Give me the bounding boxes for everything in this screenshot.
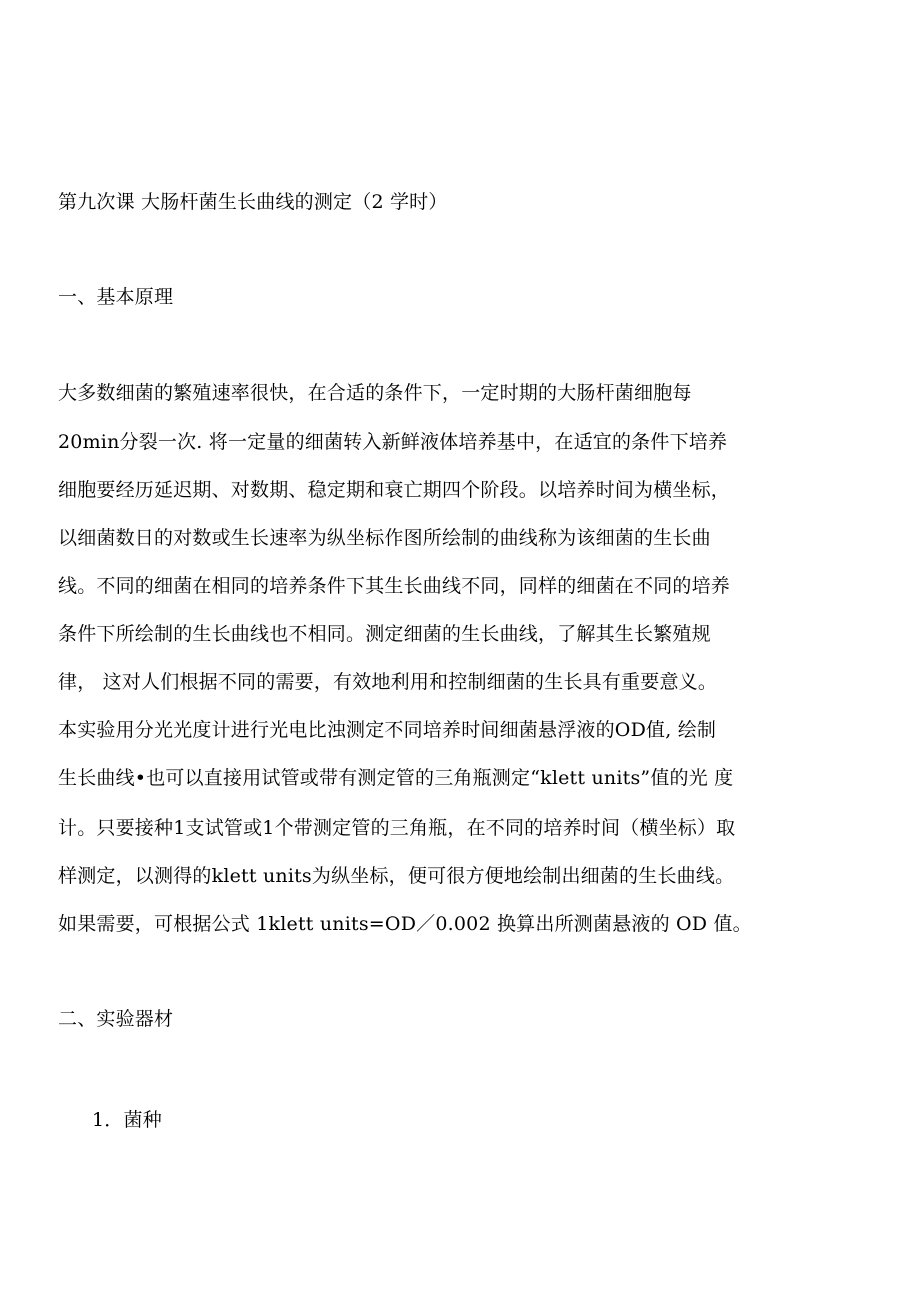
section-heading-materials: 二、实验器材 (58, 1008, 174, 1030)
section-heading-principles: 一、基本原理 (58, 286, 174, 308)
paragraph-line: 大多数细菌的繁殖速率很快，在合适的条件下，一定时期的大肠杆菌细胞每 (58, 382, 692, 404)
paragraph-line: 线。不同的细菌在相同的培养条件下其生长曲线不同，同样的细菌在不同的培养 (58, 575, 731, 597)
paragraph-line: 计。只要接种1支试管或1个带测定管的三角瓶，在不同的培养时间（横坐标）取 (58, 817, 736, 839)
document-title: 第九次课 大肠杆菌生长曲线的测定（2 学时） (58, 191, 448, 213)
paragraph-line: 生长曲线•也可以直接用试管或带有测定管的三角瓶测定“klett units”值的光 度 (58, 767, 734, 789)
paragraph-line: 如果需要，可根据公式 1klett units=OD／0.002 换算出所测菌悬液的 OD 值。 (58, 913, 752, 935)
paragraph-line: 细胞要经历延迟期、对数期、稳定期和衰亡期四个阶段。以培养时间为横坐标， (58, 479, 731, 501)
paragraph-line: 本实验用分光光度计进行光电比浊测定不同培养时间细菌悬浮液的OD值, 绘制 (58, 719, 717, 741)
paragraph-line: 律， 这对人们根据不同的需要，有效地利用和控制细菌的生长具有重要意义。 (58, 671, 718, 693)
list-item-strain: 1．菌种 (92, 1109, 162, 1131)
paragraph-line: 条件下所绘制的生长曲线也不相同。测定细菌的生长曲线，了解其生长繁殖规 (58, 623, 711, 645)
paragraph-line: 以细菌数日的对数或生长速率为纵坐标作图所绘制的曲线称为该细菌的生长曲 (58, 527, 711, 549)
paragraph-line: 20min分裂一次. 将一定量的细菌转入新鲜液体培养基中，在适宜的条件下培养 (58, 431, 728, 453)
paragraph-line: 样测定，以测得的klett units为纵坐标，便可很方便地绘制出细菌的生长曲线。 (58, 865, 735, 887)
